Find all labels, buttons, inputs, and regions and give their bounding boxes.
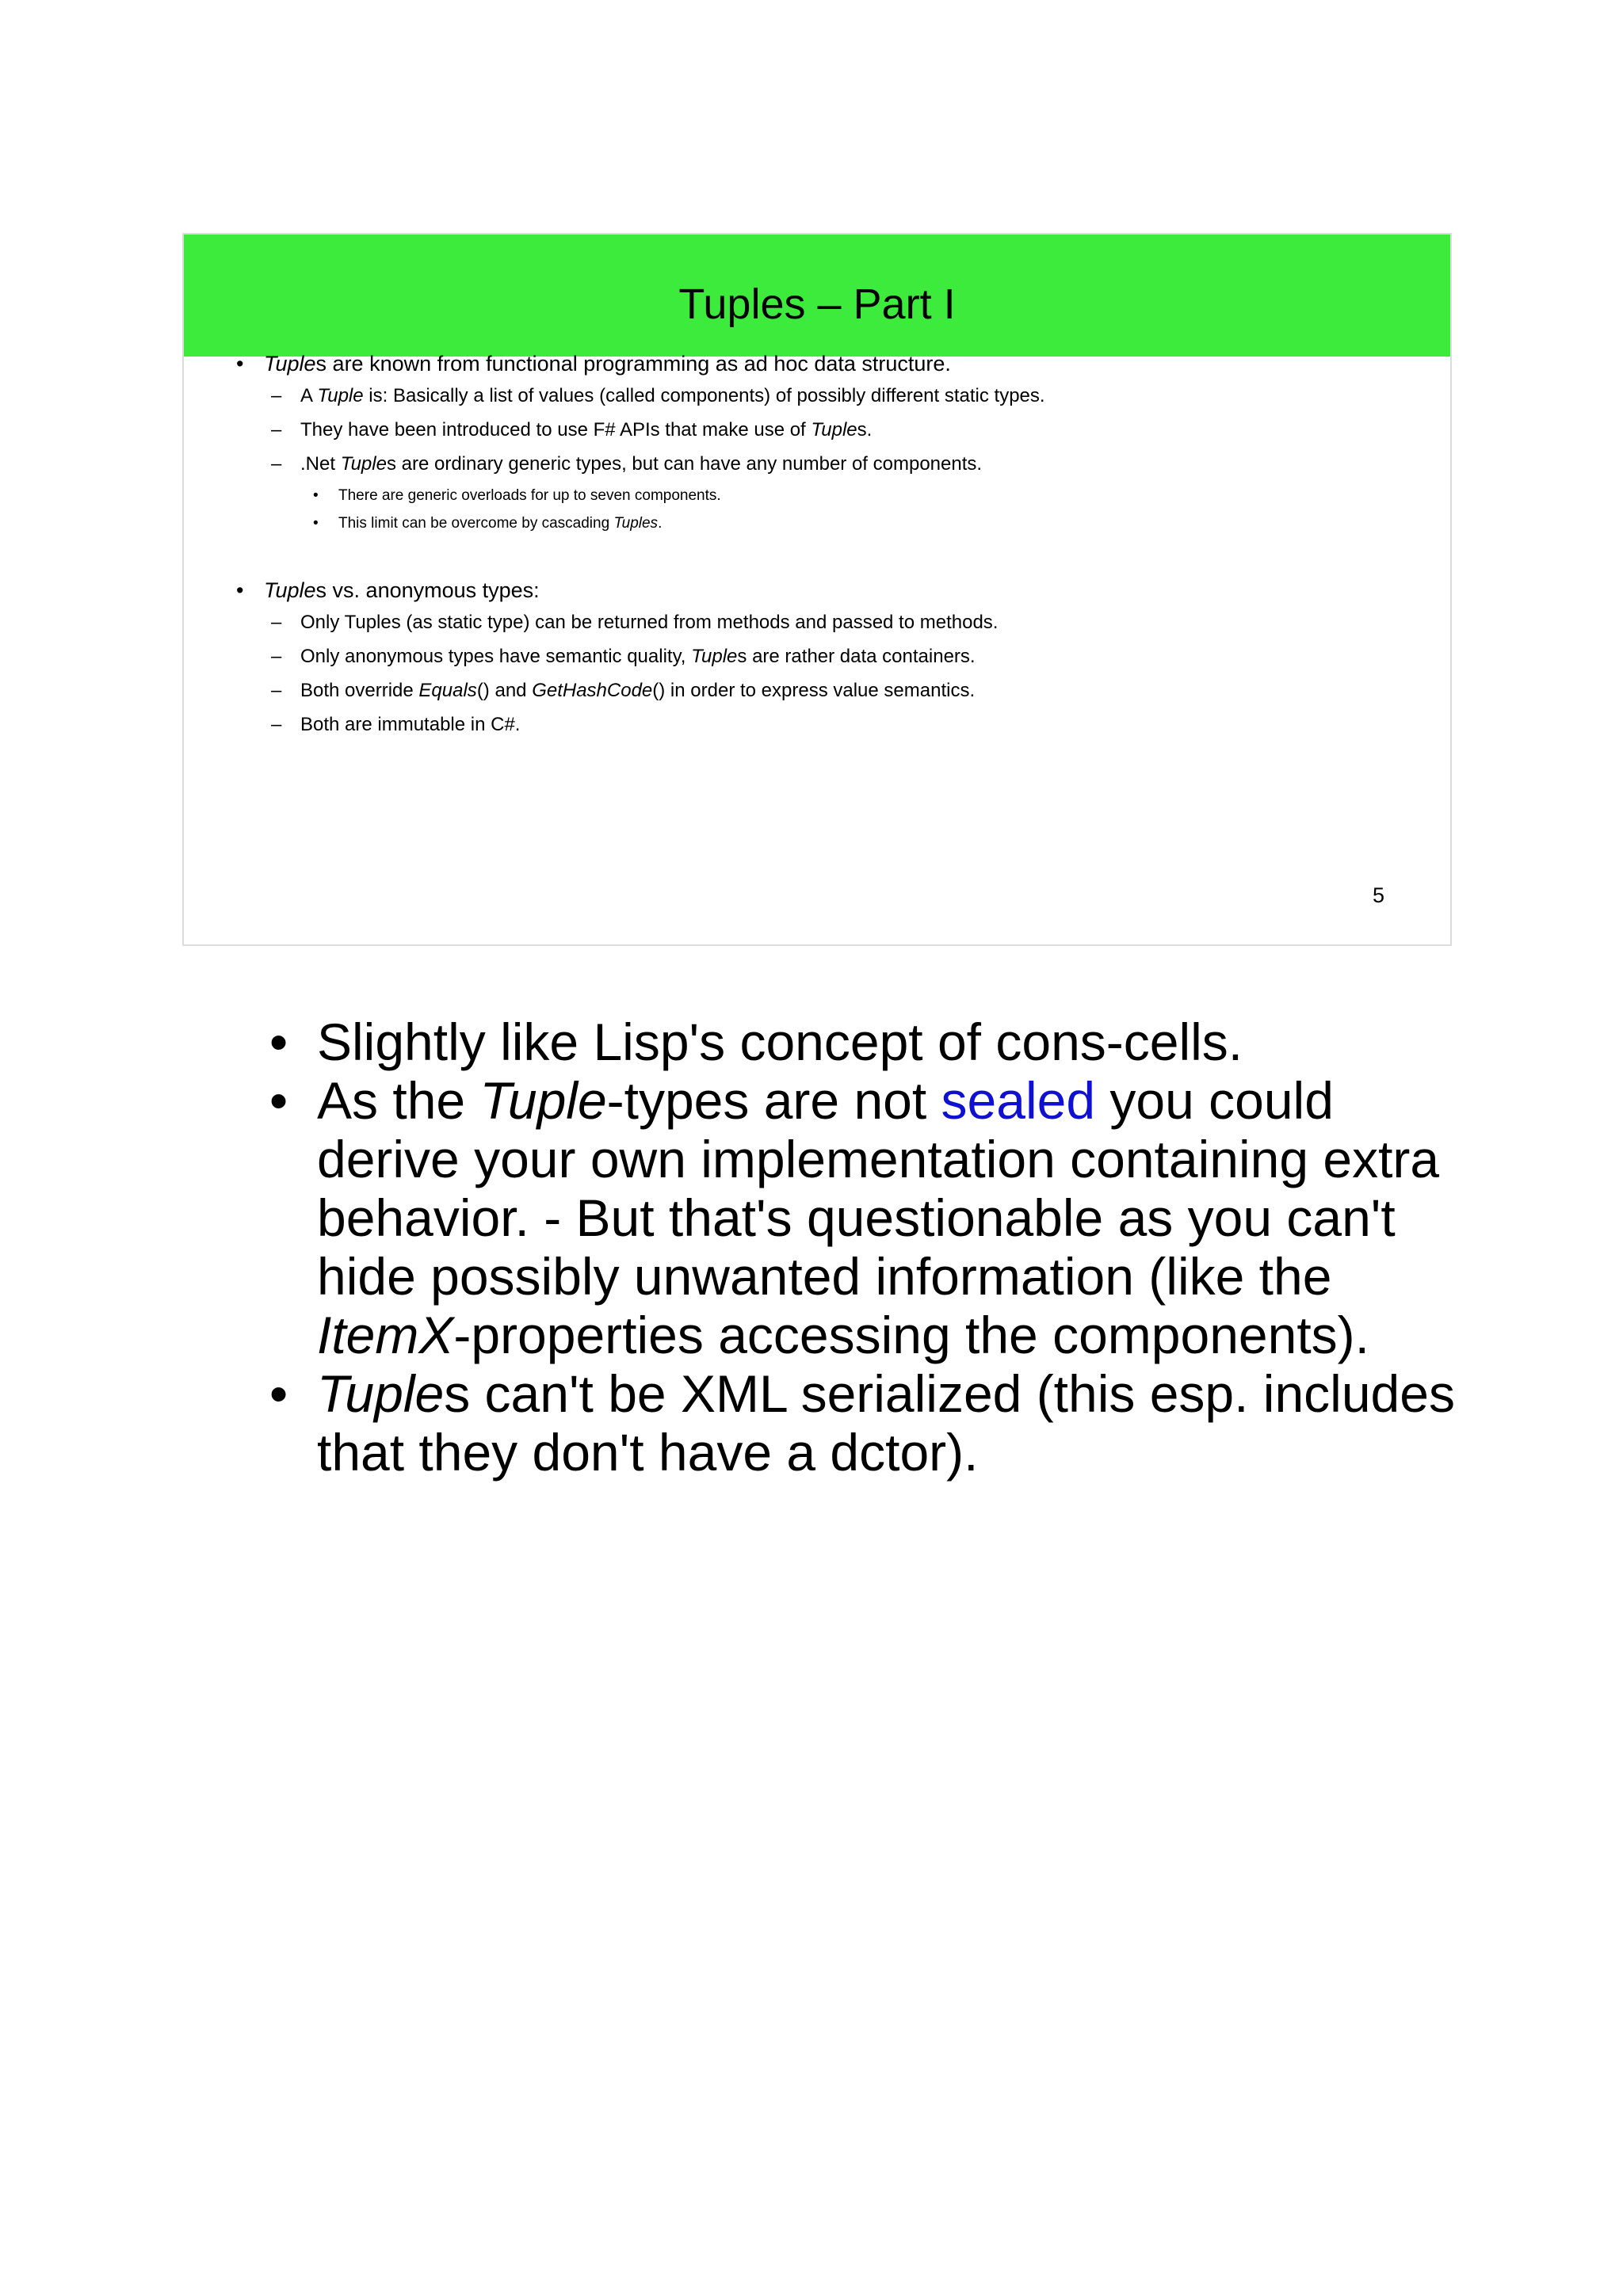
bullet-value-semantics: Both override Equals() and GetHashCode() in order to express value semantics. bbox=[300, 680, 976, 701]
bullet-immutable: Both are immutable in C#. bbox=[300, 714, 521, 735]
bullet-tuples-vs-anonymous: Tuples vs. anonymous types: bbox=[264, 578, 540, 602]
bullet-marker: • bbox=[313, 487, 319, 504]
bullet-tuples-functional: Tuples are known from functional programming as ad hoc data structure. bbox=[264, 352, 951, 376]
note-item bbox=[269, 1364, 1458, 1482]
bullet-tuple-definition: A Tuple is: Basically a list of values (called components) of possibly different static types. bbox=[300, 385, 1045, 406]
bullet-marker: • bbox=[313, 515, 319, 532]
bullet-cascading-tuples: This limit can be overcome by cascading Tuples. bbox=[338, 515, 663, 532]
note-text: As the Tuple-types are not sealed you could derive your own implementation containing extra behavior. - But that's questionable as you can't hide possibly unwanted information (like the ItemX-properties accessing the components). bbox=[317, 1071, 1440, 1364]
bullet-marker: – bbox=[271, 453, 282, 475]
note-item bbox=[269, 1013, 1458, 1071]
bullet-generic-overloads: There are generic overloads for up to seven components. bbox=[338, 487, 721, 504]
speaker-notes bbox=[269, 1013, 1458, 1482]
bullet-marker: – bbox=[271, 646, 282, 667]
bullet-marker: – bbox=[271, 612, 282, 633]
note-bullet-marker: • bbox=[269, 1071, 288, 1130]
slide bbox=[182, 233, 1452, 946]
note-text: Slightly like Lisp's concept of cons-cells. bbox=[317, 1013, 1243, 1071]
bullet-marker: – bbox=[271, 385, 282, 406]
note-bullet-marker: • bbox=[269, 1013, 288, 1071]
slide-header bbox=[184, 235, 1450, 357]
bullet-marker: – bbox=[271, 714, 282, 735]
page-number: 5 bbox=[1373, 883, 1385, 907]
note-item bbox=[269, 1071, 1458, 1364]
note-text: Tuples can't be XML serialized (this esp. includes that they don't have a dctor). bbox=[317, 1364, 1455, 1482]
bullet-marker: • bbox=[236, 578, 244, 602]
bullet-net-tuples: .Net Tuples are ordinary generic types, but can have any number of components. bbox=[300, 453, 983, 475]
slide-title: Tuples – Part I bbox=[678, 280, 956, 328]
bullet-return-tuples: Only Tuples (as static type) can be returned from methods and passed to methods. bbox=[300, 612, 999, 633]
bullet-semantic-quality: Only anonymous types have semantic quality, Tuples are rather data containers. bbox=[300, 646, 976, 667]
note-bullet-marker: • bbox=[269, 1364, 288, 1423]
bullet-marker: • bbox=[236, 352, 244, 376]
bullet-marker: – bbox=[271, 419, 282, 441]
sealed-link[interactable]: sealed bbox=[941, 1071, 1096, 1130]
bullet-marker: – bbox=[271, 680, 282, 701]
bullet-fsharp-apis: They have been introduced to use F# APIs that make use of Tuples. bbox=[300, 419, 873, 441]
